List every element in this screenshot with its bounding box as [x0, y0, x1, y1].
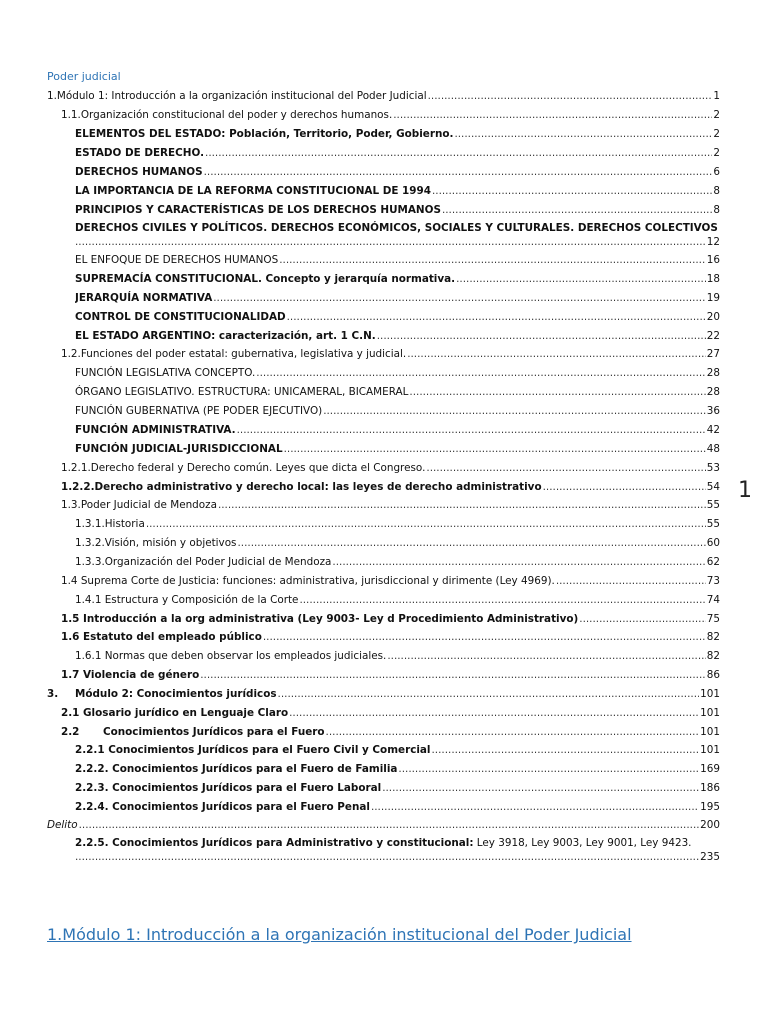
toc-title: Poder judicial: [47, 70, 121, 83]
toc-entry-page: 28: [706, 367, 720, 379]
toc-entry-page: 22: [706, 330, 720, 342]
toc-leader-dots: [407, 347, 706, 361]
toc-entry-1-5[interactable]: [61, 612, 720, 626]
toc-entry-1-2-1[interactable]: [61, 461, 720, 475]
toc-entry-enfoque-dh[interactable]: [75, 253, 720, 267]
toc-entry-text: DERECHOS HUMANOS: [75, 166, 203, 178]
toc-entry-derechos-civiles[interactable]: [75, 221, 720, 235]
toc-entry-page: 82: [706, 650, 720, 662]
toc-entry-page: 62: [706, 556, 720, 568]
toc-entry-reforma-1994[interactable]: [75, 184, 720, 198]
toc-leader-dots: [387, 649, 705, 663]
toc-entry-text: PRINCIPIOS Y CARACTERÍSTICAS DE LOS DERECHOS HUMANOS: [75, 204, 441, 216]
toc-entry-jerarquia[interactable]: [75, 291, 720, 305]
toc-leader-dots: [428, 89, 713, 103]
toc-entry-text: 1.6 Estatuto del empleado público: [61, 631, 262, 643]
toc-entry-text: 1.Módulo 1: Introducción a la organización institucional del Poder Judicial: [47, 90, 427, 102]
toc-leader-dots: [289, 706, 699, 720]
toc-entry-text: 2.1 Glosario jurídico en Lenguaje Claro: [61, 707, 289, 719]
toc-entry-page: 60: [706, 537, 720, 549]
toc-entry-page: 54: [706, 481, 720, 493]
toc-entry-module-1[interactable]: [47, 89, 720, 103]
toc-entry-page: 82: [706, 631, 720, 643]
toc-leader-dots: [79, 818, 700, 832]
toc-entry-text: 1.6.1 Normas que deben observar los empleados judiciales.: [75, 650, 387, 662]
toc-leader-dots: [146, 517, 706, 531]
toc-leader-dots: [75, 850, 699, 864]
toc-entry-page: 2: [713, 128, 720, 140]
toc-entry-text: 2.2.5. Conocimientos Jurídicos para Administrativo y constitucional:: [75, 837, 474, 849]
toc-leader-dots: [326, 725, 700, 739]
toc-entry-2-2[interactable]: [61, 725, 720, 739]
toc-entry-funcion-legislativa[interactable]: [75, 366, 720, 380]
toc-leader-dots: [204, 165, 713, 179]
toc-leader-dots: [218, 498, 706, 512]
toc-leader-dots: [377, 329, 706, 343]
toc-leader-dots: [75, 235, 706, 249]
section-heading-link[interactable]: 1.Módulo 1: Introducción a la organización institucional del Poder Judicial: [47, 925, 632, 944]
toc-entry-page: 2: [713, 147, 720, 159]
toc-entry-text: 2.2.4. Conocimientos Jurídicos para el Fuero Penal: [75, 801, 370, 813]
toc-entry-page: 73: [706, 575, 720, 587]
toc-entry-text: 1.3.3.Organización del Poder Judicial de Mendoza: [75, 556, 332, 568]
toc-entry-suffix: Ley 3918, Ley 9003, Ley 9001, Ley 9423.: [473, 837, 692, 849]
toc-entry-page: 74: [706, 594, 720, 606]
toc-leader-dots: [299, 593, 705, 607]
toc-leader-dots: [237, 536, 705, 550]
toc-entry-funcion-gubernativa[interactable]: [75, 404, 720, 418]
toc-entry-2-2-1[interactable]: [75, 743, 720, 757]
toc-entry-2-2-2[interactable]: [75, 762, 720, 776]
toc-entry-text: DERECHOS CIVILES Y POLÍTICOS. DERECHOS ECONÓMICOS, SOCIALES Y CULTURALES. DERECHOS COLECTIVOS: [75, 222, 718, 234]
toc-leader-dots: [382, 781, 699, 795]
toc-entry-1-2-2[interactable]: [61, 480, 720, 494]
toc-entry-page: 28: [706, 386, 720, 398]
toc-entry-1-6-1[interactable]: [75, 649, 720, 663]
toc-entry-1-4-1[interactable]: [75, 593, 720, 607]
toc-leader-dots: [278, 687, 700, 701]
toc-entry-text: 1.2.Funciones del poder estatal: gubernativa, legislativa y judicial.: [61, 348, 407, 360]
toc-entry-text: 1.2.1.Derecho federal y Derecho común. Leyes que dicta el Congreso.: [61, 462, 426, 474]
toc-entry-text: LA IMPORTANCIA DE LA REFORMA CONSTITUCIONAL DE 1994: [75, 185, 431, 197]
toc-entry-page: 169: [700, 763, 720, 775]
toc-entry-funcion-judicial[interactable]: [75, 442, 720, 456]
toc-entry-1-4[interactable]: [61, 574, 720, 588]
toc-leader-dots: [409, 385, 705, 399]
toc-entry-page: 8: [713, 204, 720, 216]
toc-leader-dots: [432, 184, 712, 198]
toc-entry-number: 3.: [47, 688, 59, 700]
toc-entry-page: 27: [706, 348, 720, 360]
toc-entry-2-2-3[interactable]: [75, 781, 720, 795]
toc-entry-page: 101: [700, 707, 720, 719]
toc-entry-1-2[interactable]: [61, 347, 720, 361]
toc-entry-supremacia[interactable]: [75, 272, 720, 286]
toc-entry-elementos-estado[interactable]: [75, 127, 720, 141]
toc-leader-dots: [213, 291, 706, 305]
toc-entry-text: 1.3.2.Visión, misión y objetivos: [75, 537, 237, 549]
toc-entry-funcion-administrativa[interactable]: [75, 423, 720, 437]
toc-entry-title: Conocimientos Jurídicos para el Fuero: [103, 726, 325, 738]
toc-entry-principios-dh[interactable]: [75, 203, 720, 217]
toc-entry-1-3-1[interactable]: [75, 517, 720, 531]
toc-entry-page: 200: [700, 819, 720, 831]
toc-leader-dots: [205, 146, 712, 160]
toc-leader-dots: [432, 743, 700, 757]
toc-entry-page: 36: [706, 405, 720, 417]
toc-entry-page: 53: [706, 462, 720, 474]
toc-entry-delito[interactable]: [47, 818, 720, 832]
toc-entry-derechos-civiles-page[interactable]: [75, 235, 720, 249]
toc-entry-page: 42: [706, 424, 720, 436]
toc-entry-page: 20: [706, 311, 720, 323]
toc-entry-text: 2.2.2. Conocimientos Jurídicos para el Fuero de Familia: [75, 763, 398, 775]
toc-entry-page: 12: [706, 236, 720, 248]
toc-entry-number: 2.2: [61, 726, 80, 738]
toc-entry-2-1[interactable]: [61, 706, 720, 720]
toc-leader-dots: [237, 423, 706, 437]
toc-entry-page: 1: [713, 90, 720, 102]
toc-leader-dots: [543, 480, 706, 494]
toc-entry-1-6[interactable]: [61, 630, 720, 644]
toc-entry-text: ELEMENTOS DEL ESTADO: Población, Territorio, Poder, Gobierno.: [75, 128, 454, 140]
toc-leader-dots: [200, 668, 706, 682]
toc-entry-text: 1.3.Poder Judicial de Mendoza: [61, 499, 217, 511]
toc-entry-text: ESTADO DE DERECHO.: [75, 147, 205, 159]
toc-entry-text: FUNCIÓN JUDICIAL-JURISDICCIONAL: [75, 443, 283, 455]
toc-entry-page: 101: [700, 744, 720, 756]
toc-entry-page: 235: [700, 851, 720, 863]
toc-entry-page: 2: [713, 109, 720, 121]
toc-leader-dots: [393, 108, 712, 122]
toc-entry-page: 16: [706, 254, 720, 266]
toc-leader-dots: [556, 574, 706, 588]
toc-entry-1-7[interactable]: [61, 668, 720, 682]
toc-entry-page: 86: [706, 669, 720, 681]
toc-leader-dots: [263, 630, 706, 644]
toc-entry-text: 1.2.2.Derecho administrativo y derecho local: las leyes de derecho administrativo: [61, 481, 542, 493]
toc-leader-dots: [442, 203, 712, 217]
toc-entry-text: 1.4.1 Estructura y Composición de la Corte: [75, 594, 299, 606]
toc-entry-text: JERARQUÍA NORMATIVA: [75, 292, 213, 304]
toc-entry-2-2-5[interactable]: [75, 836, 720, 850]
toc-entry-1-3[interactable]: [61, 498, 720, 512]
toc-leader-dots: [454, 127, 712, 141]
toc-entry-control-const[interactable]: [75, 310, 720, 324]
toc-entry-derechos-humanos[interactable]: [75, 165, 720, 179]
toc-entry-text: 1.7 Violencia de género: [61, 669, 200, 681]
toc-entry-page: 19: [706, 292, 720, 304]
toc-entry-1-3-3[interactable]: [75, 555, 720, 569]
toc-entry-text: 1.4 Suprema Corte de Justicia: funciones: administrativa, jurisdiccional y dirimente (Ley 4969).: [61, 575, 555, 587]
toc-entry-2-2-4[interactable]: [75, 800, 720, 814]
toc-entry-text: EL ENFOQUE DE DERECHOS HUMANOS: [75, 254, 279, 266]
toc-entry-text: 1.5 Introducción a la org administrativa (Ley 9003- Ley d Procedimiento Administrativo): [61, 613, 579, 625]
toc-leader-dots: [426, 461, 705, 475]
toc-entry-1-1[interactable]: [61, 108, 720, 122]
toc-entry-page: 55: [706, 518, 720, 530]
toc-entry-text: 1.3.1.Historia: [75, 518, 145, 530]
toc-entry-text: 1.1.Organización constitucional del poder y derechos humanos.: [61, 109, 393, 121]
toc-entry-1-3-2[interactable]: [75, 536, 720, 550]
toc-leader-dots: [371, 800, 699, 814]
toc-leader-dots: [279, 253, 706, 267]
toc-entry-text: FUNCIÓN LEGISLATIVA CONCEPTO.: [75, 367, 256, 379]
toc-entry-page: 8: [713, 185, 720, 197]
toc-entry-page: 195: [700, 801, 720, 813]
toc-entry-title: Módulo 2: Conocimientos jurídicos: [75, 688, 277, 700]
page-number: 1: [738, 478, 752, 503]
toc-entry-text: FUNCIÓN GUBERNATIVA (PE PODER EJECUTIVO): [75, 405, 323, 417]
toc-leader-dots: [332, 555, 705, 569]
toc-entry-page: 18: [706, 273, 720, 285]
toc-leader-dots: [323, 404, 706, 418]
toc-entry-page: 101: [700, 688, 720, 700]
toc-entry-text: FUNCIÓN ADMINISTRATIVA.: [75, 424, 236, 436]
toc-entry-estado-argentino[interactable]: [75, 329, 720, 343]
toc-entry-text: [47, 687, 277, 701]
toc-entry-module-2[interactable]: [47, 687, 720, 701]
toc-entry-text: SUPREMACÍA CONSTITUCIONAL. Concepto y jerarquía normativa.: [75, 273, 456, 285]
toc-leader-dots: [579, 612, 706, 626]
toc-leader-dots: [287, 310, 706, 324]
toc-entry-page: 6: [713, 166, 720, 178]
toc-entry-page: 48: [706, 443, 720, 455]
toc-entry-page: 75: [706, 613, 720, 625]
toc-entry-text: 2.2.1 Conocimientos Jurídicos para el Fuero Civil y Comercial: [75, 744, 431, 756]
toc-entry-text: Delito: [47, 819, 78, 831]
toc-leader-dots: [456, 272, 706, 286]
toc-entry-text: 2.2.3. Conocimientos Jurídicos para el Fuero Laboral: [75, 782, 382, 794]
toc-entry-2-2-5-page[interactable]: [75, 850, 720, 864]
toc-entry-text: EL ESTADO ARGENTINO: caracterización, art. 1 C.N.: [75, 330, 376, 342]
toc-entry-page: 55: [706, 499, 720, 511]
toc-entry-estado-derecho[interactable]: [75, 146, 720, 160]
toc-entry-text: ÓRGANO LEGISLATIVO. ESTRUCTURA: UNICAMERAL, BICAMERAL: [75, 386, 409, 398]
toc-entry-text: CONTROL DE CONSTITUCIONALIDAD: [75, 311, 286, 323]
toc-entry-page: 186: [700, 782, 720, 794]
toc-entry-organo-legislativo[interactable]: [75, 385, 720, 399]
toc-entry-page: 101: [700, 726, 720, 738]
toc-leader-dots: [256, 366, 705, 380]
toc-leader-dots: [398, 762, 699, 776]
toc-entry-text: [61, 725, 325, 739]
toc-leader-dots: [284, 442, 706, 456]
